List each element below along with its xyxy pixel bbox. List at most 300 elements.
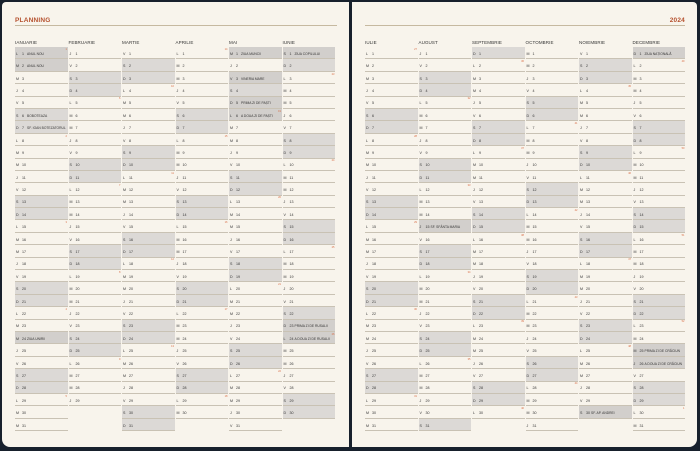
day-row[interactable] <box>176 183 229 195</box>
day-row[interactable] <box>15 344 68 356</box>
day-row[interactable] <box>365 344 418 356</box>
day-row[interactable] <box>419 121 472 133</box>
day-row[interactable] <box>365 196 418 208</box>
day-row[interactable] <box>633 159 686 171</box>
day-row[interactable] <box>526 419 579 431</box>
day-row[interactable] <box>579 121 632 133</box>
day-row[interactable] <box>176 171 229 183</box>
day-row[interactable] <box>526 320 579 332</box>
day-row[interactable] <box>579 196 632 208</box>
day-row[interactable] <box>579 332 632 344</box>
day-row[interactable] <box>419 220 472 232</box>
day-row[interactable] <box>15 59 68 71</box>
day-row[interactable] <box>472 59 525 71</box>
day-row[interactable] <box>176 270 229 282</box>
day-row[interactable] <box>419 109 472 121</box>
day-row[interactable] <box>365 357 418 369</box>
day-row[interactable] <box>122 270 175 282</box>
day-row[interactable] <box>229 146 282 158</box>
day-row[interactable] <box>229 97 282 109</box>
day-row[interactable] <box>283 97 336 109</box>
day-row[interactable] <box>15 245 68 257</box>
day-row[interactable] <box>472 406 525 418</box>
day-row[interactable] <box>122 47 175 59</box>
day-row[interactable] <box>176 357 229 369</box>
day-row[interactable] <box>176 121 229 133</box>
day-row[interactable] <box>176 406 229 418</box>
day-row[interactable] <box>176 47 229 59</box>
day-row[interactable] <box>176 97 229 109</box>
day-row[interactable] <box>579 344 632 356</box>
day-row[interactable] <box>472 344 525 356</box>
day-row[interactable] <box>579 382 632 394</box>
day-row[interactable] <box>229 344 282 356</box>
day-row[interactable] <box>229 59 282 71</box>
day-row[interactable] <box>69 307 122 319</box>
day-row[interactable] <box>472 394 525 406</box>
day-row[interactable] <box>472 220 525 232</box>
day-row[interactable] <box>283 47 336 59</box>
day-row[interactable] <box>633 344 686 356</box>
day-row[interactable] <box>176 220 229 232</box>
day-row[interactable] <box>472 357 525 369</box>
day-row[interactable] <box>365 419 418 431</box>
day-row[interactable] <box>283 344 336 356</box>
day-row[interactable] <box>526 258 579 270</box>
day-row[interactable] <box>419 183 472 195</box>
day-row[interactable] <box>365 282 418 294</box>
day-row[interactable] <box>122 134 175 146</box>
day-row[interactable] <box>472 47 525 59</box>
day-row[interactable] <box>69 183 122 195</box>
day-row[interactable] <box>283 332 336 344</box>
day-row[interactable] <box>15 171 68 183</box>
day-row[interactable] <box>122 382 175 394</box>
day-row[interactable] <box>283 208 336 220</box>
day-row[interactable] <box>579 109 632 121</box>
day-row[interactable] <box>419 332 472 344</box>
day-row[interactable] <box>283 295 336 307</box>
day-row[interactable] <box>633 419 686 431</box>
day-row[interactable] <box>526 394 579 406</box>
day-row[interactable] <box>15 369 68 381</box>
day-row[interactable] <box>229 357 282 369</box>
day-row[interactable] <box>15 159 68 171</box>
day-row[interactable] <box>122 196 175 208</box>
day-row[interactable] <box>526 307 579 319</box>
day-row[interactable] <box>15 258 68 270</box>
day-row[interactable] <box>419 307 472 319</box>
day-row[interactable] <box>122 295 175 307</box>
day-row[interactable] <box>122 369 175 381</box>
day-row[interactable] <box>176 159 229 171</box>
day-row[interactable] <box>365 84 418 96</box>
day-row[interactable] <box>579 220 632 232</box>
day-row[interactable] <box>472 146 525 158</box>
day-row[interactable] <box>69 382 122 394</box>
day-row[interactable] <box>229 320 282 332</box>
day-row[interactable] <box>122 233 175 245</box>
day-row[interactable] <box>69 47 122 59</box>
day-row[interactable] <box>526 59 579 71</box>
day-row[interactable] <box>365 270 418 282</box>
day-row[interactable] <box>365 159 418 171</box>
day-row[interactable] <box>122 171 175 183</box>
day-row[interactable] <box>419 47 472 59</box>
day-row[interactable] <box>122 245 175 257</box>
day-row[interactable] <box>419 233 472 245</box>
day-row[interactable] <box>419 159 472 171</box>
day-row[interactable] <box>122 282 175 294</box>
day-row[interactable] <box>633 394 686 406</box>
day-row[interactable] <box>69 394 122 406</box>
day-row[interactable] <box>122 84 175 96</box>
day-row[interactable] <box>579 84 632 96</box>
day-row[interactable] <box>15 295 68 307</box>
day-row[interactable] <box>633 295 686 307</box>
day-row[interactable] <box>229 394 282 406</box>
day-row[interactable] <box>283 146 336 158</box>
day-row[interactable] <box>419 270 472 282</box>
day-row[interactable] <box>69 97 122 109</box>
day-row[interactable] <box>283 258 336 270</box>
day-row[interactable] <box>633 369 686 381</box>
day-row[interactable] <box>15 406 68 418</box>
day-row[interactable] <box>229 245 282 257</box>
day-row[interactable] <box>579 357 632 369</box>
day-row[interactable] <box>365 369 418 381</box>
day-row[interactable] <box>365 295 418 307</box>
day-row[interactable] <box>229 406 282 418</box>
day-row[interactable] <box>472 97 525 109</box>
day-row[interactable] <box>472 307 525 319</box>
day-row[interactable] <box>283 183 336 195</box>
day-row[interactable] <box>229 332 282 344</box>
day-row[interactable] <box>419 320 472 332</box>
day-row[interactable] <box>472 295 525 307</box>
day-row[interactable] <box>365 233 418 245</box>
day-row[interactable] <box>365 121 418 133</box>
day-row[interactable] <box>229 72 282 84</box>
day-row[interactable] <box>472 134 525 146</box>
day-row[interactable] <box>633 406 686 418</box>
day-row[interactable] <box>526 183 579 195</box>
day-row[interactable] <box>579 183 632 195</box>
day-row[interactable] <box>633 233 686 245</box>
day-row[interactable] <box>526 382 579 394</box>
day-row[interactable] <box>419 245 472 257</box>
day-row[interactable] <box>365 208 418 220</box>
day-row[interactable] <box>283 307 336 319</box>
day-row[interactable] <box>472 233 525 245</box>
day-row[interactable] <box>365 332 418 344</box>
day-row[interactable] <box>229 220 282 232</box>
day-row[interactable] <box>176 369 229 381</box>
day-row[interactable] <box>69 245 122 257</box>
day-row[interactable] <box>526 84 579 96</box>
day-row[interactable] <box>122 344 175 356</box>
day-row[interactable] <box>283 320 336 332</box>
day-row[interactable] <box>122 97 175 109</box>
day-row[interactable] <box>15 196 68 208</box>
day-row[interactable] <box>365 406 418 418</box>
day-row[interactable] <box>283 220 336 232</box>
day-row[interactable] <box>365 72 418 84</box>
day-row[interactable] <box>229 196 282 208</box>
day-row[interactable] <box>69 72 122 84</box>
day-row[interactable] <box>122 357 175 369</box>
day-row[interactable] <box>15 320 68 332</box>
day-row[interactable] <box>15 121 68 133</box>
day-row[interactable] <box>69 332 122 344</box>
day-row[interactable] <box>176 307 229 319</box>
day-row[interactable] <box>472 258 525 270</box>
day-row[interactable] <box>229 270 282 282</box>
day-row[interactable] <box>526 196 579 208</box>
day-row[interactable] <box>283 382 336 394</box>
day-row[interactable] <box>69 258 122 270</box>
day-row[interactable] <box>526 72 579 84</box>
day-row[interactable] <box>365 245 418 257</box>
day-row[interactable] <box>365 183 418 195</box>
day-row[interactable] <box>229 419 282 431</box>
day-row[interactable] <box>122 183 175 195</box>
day-row[interactable] <box>176 146 229 158</box>
day-row[interactable] <box>176 282 229 294</box>
day-row[interactable] <box>365 134 418 146</box>
day-row[interactable] <box>365 320 418 332</box>
day-row[interactable] <box>15 47 68 59</box>
day-row[interactable] <box>579 171 632 183</box>
day-row[interactable] <box>472 208 525 220</box>
day-row[interactable] <box>419 394 472 406</box>
day-row[interactable] <box>15 134 68 146</box>
day-row[interactable] <box>526 270 579 282</box>
day-row[interactable] <box>15 220 68 232</box>
day-row[interactable] <box>283 357 336 369</box>
day-row[interactable] <box>365 394 418 406</box>
day-row[interactable] <box>419 208 472 220</box>
day-row[interactable] <box>419 282 472 294</box>
day-row[interactable] <box>15 208 68 220</box>
day-row[interactable] <box>526 146 579 158</box>
day-row[interactable] <box>633 121 686 133</box>
day-row[interactable] <box>176 84 229 96</box>
day-row[interactable] <box>526 332 579 344</box>
day-row[interactable] <box>633 109 686 121</box>
day-row[interactable] <box>472 196 525 208</box>
day-row[interactable] <box>526 344 579 356</box>
day-row[interactable] <box>526 295 579 307</box>
day-row[interactable] <box>365 220 418 232</box>
day-row[interactable] <box>579 282 632 294</box>
day-row[interactable] <box>15 97 68 109</box>
day-row[interactable] <box>69 208 122 220</box>
day-row[interactable] <box>472 121 525 133</box>
day-row[interactable] <box>122 406 175 418</box>
day-row[interactable] <box>69 134 122 146</box>
day-row[interactable] <box>579 233 632 245</box>
day-row[interactable] <box>419 382 472 394</box>
day-row[interactable] <box>229 109 282 121</box>
day-row[interactable] <box>15 146 68 158</box>
day-row[interactable] <box>176 134 229 146</box>
day-row[interactable] <box>472 320 525 332</box>
day-row[interactable] <box>579 134 632 146</box>
day-row[interactable] <box>229 183 282 195</box>
day-row[interactable] <box>472 171 525 183</box>
day-row[interactable] <box>365 171 418 183</box>
day-row[interactable] <box>633 183 686 195</box>
day-row[interactable] <box>526 109 579 121</box>
day-row[interactable] <box>122 59 175 71</box>
day-row[interactable] <box>472 109 525 121</box>
day-row[interactable] <box>526 369 579 381</box>
day-row[interactable] <box>69 109 122 121</box>
day-row[interactable] <box>365 258 418 270</box>
day-row[interactable] <box>633 146 686 158</box>
day-row[interactable] <box>229 47 282 59</box>
day-row[interactable] <box>526 233 579 245</box>
day-row[interactable] <box>419 369 472 381</box>
day-row[interactable] <box>15 282 68 294</box>
day-row[interactable] <box>283 394 336 406</box>
day-row[interactable] <box>365 97 418 109</box>
day-row[interactable] <box>122 320 175 332</box>
day-row[interactable] <box>633 270 686 282</box>
day-row[interactable] <box>176 382 229 394</box>
day-row[interactable] <box>69 357 122 369</box>
day-row[interactable] <box>419 72 472 84</box>
day-row[interactable] <box>633 357 686 369</box>
day-row[interactable] <box>633 47 686 59</box>
day-row[interactable] <box>229 382 282 394</box>
day-row[interactable] <box>472 332 525 344</box>
day-row[interactable] <box>283 270 336 282</box>
day-row[interactable] <box>15 419 68 431</box>
day-row[interactable] <box>283 233 336 245</box>
day-row[interactable] <box>419 146 472 158</box>
day-row[interactable] <box>15 357 68 369</box>
day-row[interactable] <box>283 72 336 84</box>
day-row[interactable] <box>419 196 472 208</box>
day-row[interactable] <box>283 245 336 257</box>
day-row[interactable] <box>633 208 686 220</box>
day-row[interactable] <box>15 270 68 282</box>
day-row[interactable] <box>283 109 336 121</box>
day-row[interactable] <box>229 282 282 294</box>
day-row[interactable] <box>472 183 525 195</box>
day-row[interactable] <box>122 146 175 158</box>
day-row[interactable] <box>633 382 686 394</box>
day-row[interactable] <box>419 59 472 71</box>
day-row[interactable] <box>229 307 282 319</box>
day-row[interactable] <box>176 59 229 71</box>
day-row[interactable] <box>579 97 632 109</box>
day-row[interactable] <box>633 72 686 84</box>
day-row[interactable] <box>526 220 579 232</box>
day-row[interactable] <box>419 171 472 183</box>
day-row[interactable] <box>579 59 632 71</box>
day-row[interactable] <box>69 121 122 133</box>
day-row[interactable] <box>122 394 175 406</box>
day-row[interactable] <box>15 109 68 121</box>
day-row[interactable] <box>69 282 122 294</box>
day-row[interactable] <box>176 109 229 121</box>
day-row[interactable] <box>579 208 632 220</box>
day-row[interactable] <box>526 208 579 220</box>
day-row[interactable] <box>633 171 686 183</box>
day-row[interactable] <box>176 295 229 307</box>
day-row[interactable] <box>472 72 525 84</box>
day-row[interactable] <box>69 233 122 245</box>
day-row[interactable] <box>472 245 525 257</box>
day-row[interactable] <box>526 134 579 146</box>
day-row[interactable] <box>579 295 632 307</box>
day-row[interactable] <box>69 320 122 332</box>
day-row[interactable] <box>526 97 579 109</box>
day-row[interactable] <box>229 134 282 146</box>
day-row[interactable] <box>229 233 282 245</box>
day-row[interactable] <box>472 282 525 294</box>
day-row[interactable] <box>419 84 472 96</box>
day-row[interactable] <box>419 406 472 418</box>
day-row[interactable] <box>69 59 122 71</box>
day-row[interactable] <box>283 59 336 71</box>
day-row[interactable] <box>122 220 175 232</box>
day-row[interactable] <box>419 295 472 307</box>
day-row[interactable] <box>579 320 632 332</box>
day-row[interactable] <box>69 146 122 158</box>
day-row[interactable] <box>69 295 122 307</box>
day-row[interactable] <box>69 369 122 381</box>
day-row[interactable] <box>122 258 175 270</box>
day-row[interactable] <box>283 406 336 418</box>
day-row[interactable] <box>69 220 122 232</box>
day-row[interactable] <box>283 84 336 96</box>
day-row[interactable] <box>176 245 229 257</box>
day-row[interactable] <box>579 406 632 418</box>
day-row[interactable] <box>122 307 175 319</box>
day-row[interactable] <box>229 258 282 270</box>
day-row[interactable] <box>526 357 579 369</box>
day-row[interactable] <box>633 332 686 344</box>
day-row[interactable] <box>365 109 418 121</box>
day-row[interactable] <box>633 220 686 232</box>
day-row[interactable] <box>419 357 472 369</box>
day-row[interactable] <box>122 332 175 344</box>
day-row[interactable] <box>365 47 418 59</box>
day-row[interactable] <box>472 369 525 381</box>
day-row[interactable] <box>122 72 175 84</box>
day-row[interactable] <box>15 382 68 394</box>
day-row[interactable] <box>472 382 525 394</box>
day-row[interactable] <box>69 159 122 171</box>
day-row[interactable] <box>283 171 336 183</box>
day-row[interactable] <box>176 196 229 208</box>
day-row[interactable] <box>365 382 418 394</box>
day-row[interactable] <box>419 97 472 109</box>
day-row[interactable] <box>229 171 282 183</box>
day-row[interactable] <box>472 84 525 96</box>
day-row[interactable] <box>365 59 418 71</box>
day-row[interactable] <box>176 258 229 270</box>
day-row[interactable] <box>526 47 579 59</box>
day-row[interactable] <box>15 84 68 96</box>
day-row[interactable] <box>229 295 282 307</box>
day-row[interactable] <box>633 307 686 319</box>
day-row[interactable] <box>229 208 282 220</box>
